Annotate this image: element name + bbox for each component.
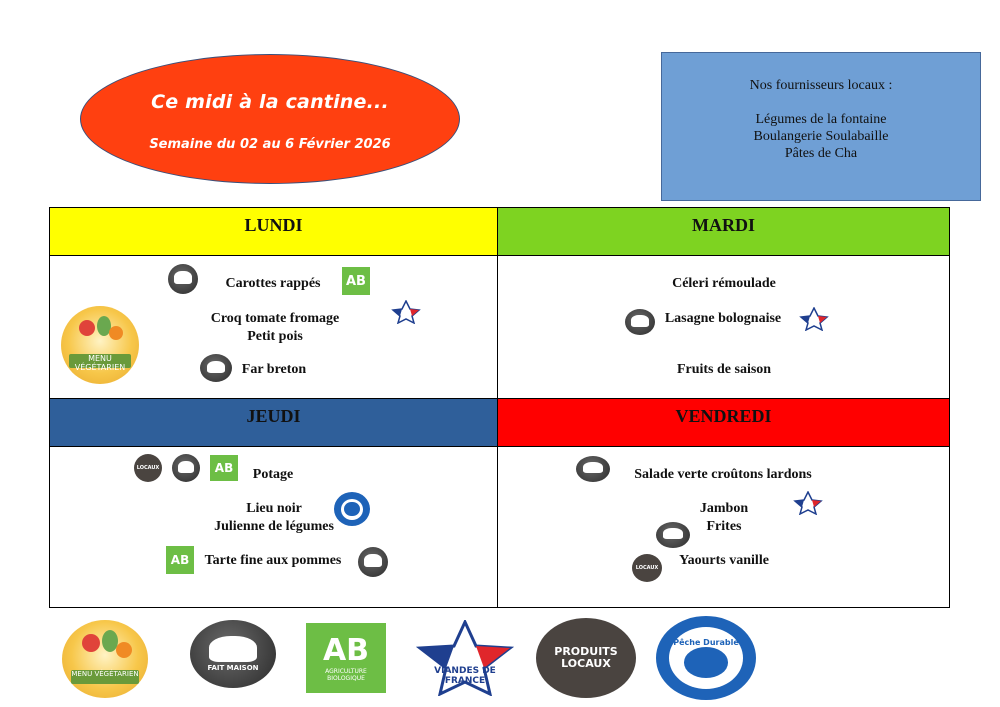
weekly-menu-grid: [49, 207, 950, 608]
fait-maison-icon: [625, 309, 655, 335]
divider: [50, 446, 949, 447]
dish-thursday-starter: Potage: [252, 467, 294, 482]
viandes-de-france-icon: [390, 300, 422, 324]
dish-monday-starter: Carottes rappés: [225, 276, 321, 291]
menu-vegetarien-label: MENU VÉGÉTARIEN: [74, 354, 126, 372]
dish-thursday-main: Lieu noir: [246, 501, 302, 516]
fait-maison-icon: [172, 454, 200, 482]
fait-maison-icon: [190, 620, 276, 688]
bio-label: AB: [322, 633, 370, 668]
dish-tuesday-main: Lasagne bolognaise: [664, 311, 782, 326]
divider: [497, 208, 498, 607]
suppliers-box: [661, 52, 981, 201]
dish-friday-dessert: Yaourts vanille: [679, 553, 769, 568]
divider: [50, 398, 949, 399]
dish-tuesday-dessert: Fruits de saison: [676, 362, 772, 377]
dish-monday-dessert: Far breton: [241, 362, 307, 377]
dish-friday-side: Frites: [706, 519, 742, 534]
dish-thursday-dessert: Tarte fine aux pommes: [204, 553, 342, 568]
day-header-tuesday: MARDI: [498, 208, 949, 255]
divider: [50, 255, 949, 256]
produits-locaux-label: PRODUITS LOCAUX: [554, 645, 618, 670]
viandes-label: VIANDES DE FRANCE: [434, 666, 496, 686]
legend-vegetarien-label: MENU VÉGÉTARIEN: [71, 670, 139, 678]
produits-locaux-icon: LOCAUX: [632, 554, 662, 582]
dish-tuesday-starter: Céleri rémoulade: [672, 276, 776, 291]
viandes-de-france-icon: [416, 620, 514, 696]
viandes-de-france-icon: [798, 307, 830, 331]
fait-maison-icon: [200, 354, 232, 382]
week-label: Semaine du 02 au 6 Février 2026: [149, 137, 391, 152]
peche-label: Pêche Durable: [673, 637, 739, 647]
dish-friday-main: Jambon: [699, 501, 749, 516]
supplier-item: Pâtes de Cha: [784, 146, 858, 161]
day-header-thursday: JEUDI: [50, 399, 497, 446]
fait-maison-icon: [168, 264, 198, 294]
bio-sub-label: AGRICULTURE BIOLOGIQUE: [325, 668, 367, 682]
supplier-item: Légumes de la fontaine: [755, 112, 887, 127]
dish-monday-side: Petit pois: [247, 329, 303, 344]
bio-icon: AB: [342, 267, 370, 295]
bio-icon: [306, 623, 386, 693]
page-title: Ce midi à la cantine...: [151, 91, 389, 113]
menu-title-banner: [80, 54, 460, 184]
menu-vegetarien-icon: [61, 306, 139, 384]
dish-monday-main: Croq tomate fromage: [210, 311, 340, 326]
dish-thursday-side: Julienne de légumes: [214, 519, 334, 534]
produits-locaux-icon: LOCAUX: [134, 454, 162, 482]
suppliers-title: Nos fournisseurs locaux :: [749, 78, 893, 93]
menu-vegetarien-icon: [62, 620, 148, 698]
fait-maison-icon: [576, 456, 610, 482]
produits-locaux-icon: [536, 618, 636, 698]
bio-icon: AB: [210, 455, 238, 481]
dish-friday-starter: Salade verte croûtons lardons: [634, 467, 812, 482]
supplier-item: Boulangerie Soulabaille: [753, 129, 889, 144]
viandes-de-france-icon: [792, 491, 824, 515]
peche-durable-icon: [656, 616, 756, 700]
day-header-monday: LUNDI: [50, 208, 497, 255]
day-header-friday: VENDREDI: [498, 399, 949, 446]
fait-maison-label: FAIT MAISON: [207, 663, 259, 672]
fait-maison-icon: [358, 547, 388, 577]
bio-icon: AB: [166, 546, 194, 574]
